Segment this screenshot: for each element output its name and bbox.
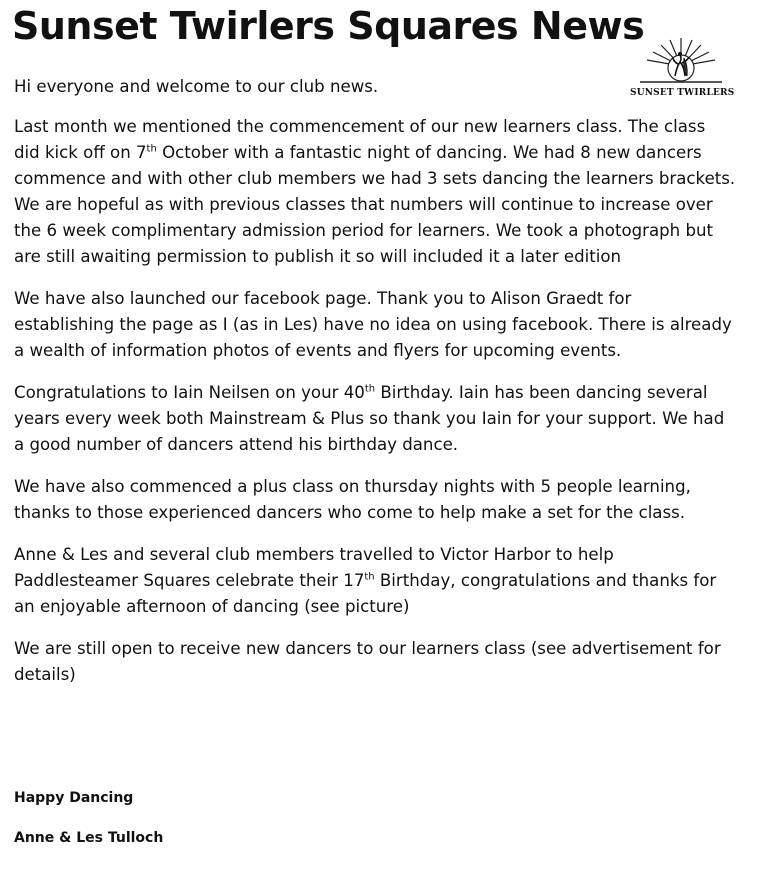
paragraph-text: Birthday, congratulations and thanks for an enjoyable afternoon of dancing (see picture) xyxy=(14,571,717,616)
signoff: Happy Dancing xyxy=(14,790,134,806)
paragraph-birthday xyxy=(14,380,736,458)
paragraph-learners-class xyxy=(14,114,736,270)
paragraph-facebook: We have also launched our facebook page. Thank you to Alison Graedt for establishing the page as I (as in Les) have no idea on using facebook. There is already a wealth of information photos of events and flyers for upcoming events. xyxy=(14,289,732,360)
greeting: Hi everyone and welcome to our club news. xyxy=(14,77,379,96)
page-title: Sunset Twirlers Squares News xyxy=(12,4,645,48)
paragraph-text: October with a fantastic night of dancing. We had 8 new dancers commence and with other club members we had 3 sets dancing the learners brackets. We are hopeful as with previous classes that numbers will continue to increase over the 6 week complimentary admission period for learners. We took a photograph but are still awaiting permission to publish it so will included it a later edition xyxy=(14,143,736,266)
paragraph-text: Anne & Les and several club members travelled to Victor Harbor to help Paddlesteamer Squares celebrate their 17 xyxy=(14,545,614,590)
superscript: th xyxy=(364,571,375,583)
superscript: th xyxy=(364,383,376,395)
paragraph-victor-harbor xyxy=(14,542,736,620)
paragraph-new-dancers: We are still open to receive new dancers to our learners class (see advertisement for details) xyxy=(14,639,721,684)
article-body xyxy=(14,74,736,704)
signature: Anne & Les Tulloch xyxy=(14,830,164,846)
paragraph-text: Birthday. Iain has been dancing several years every week both Mainstream & Plus so thank you Iain for your support. We had a good number of dancers attend his birthday dance. xyxy=(14,383,725,454)
paragraph-plus-class: We have also commenced a plus class on thursday nights with 5 people learning, thanks to those experienced dancers who come to help make a set for the class. xyxy=(14,477,691,522)
paragraph-text: Congratulations to Iain Neilsen on your 40 xyxy=(14,383,365,402)
logo-text: SUNSET TWIRLERS xyxy=(630,88,735,98)
paragraph-text: Last month we mentioned the commencement of our new learners class. The class did kick off on 7 xyxy=(14,117,706,162)
superscript: th xyxy=(146,143,157,155)
